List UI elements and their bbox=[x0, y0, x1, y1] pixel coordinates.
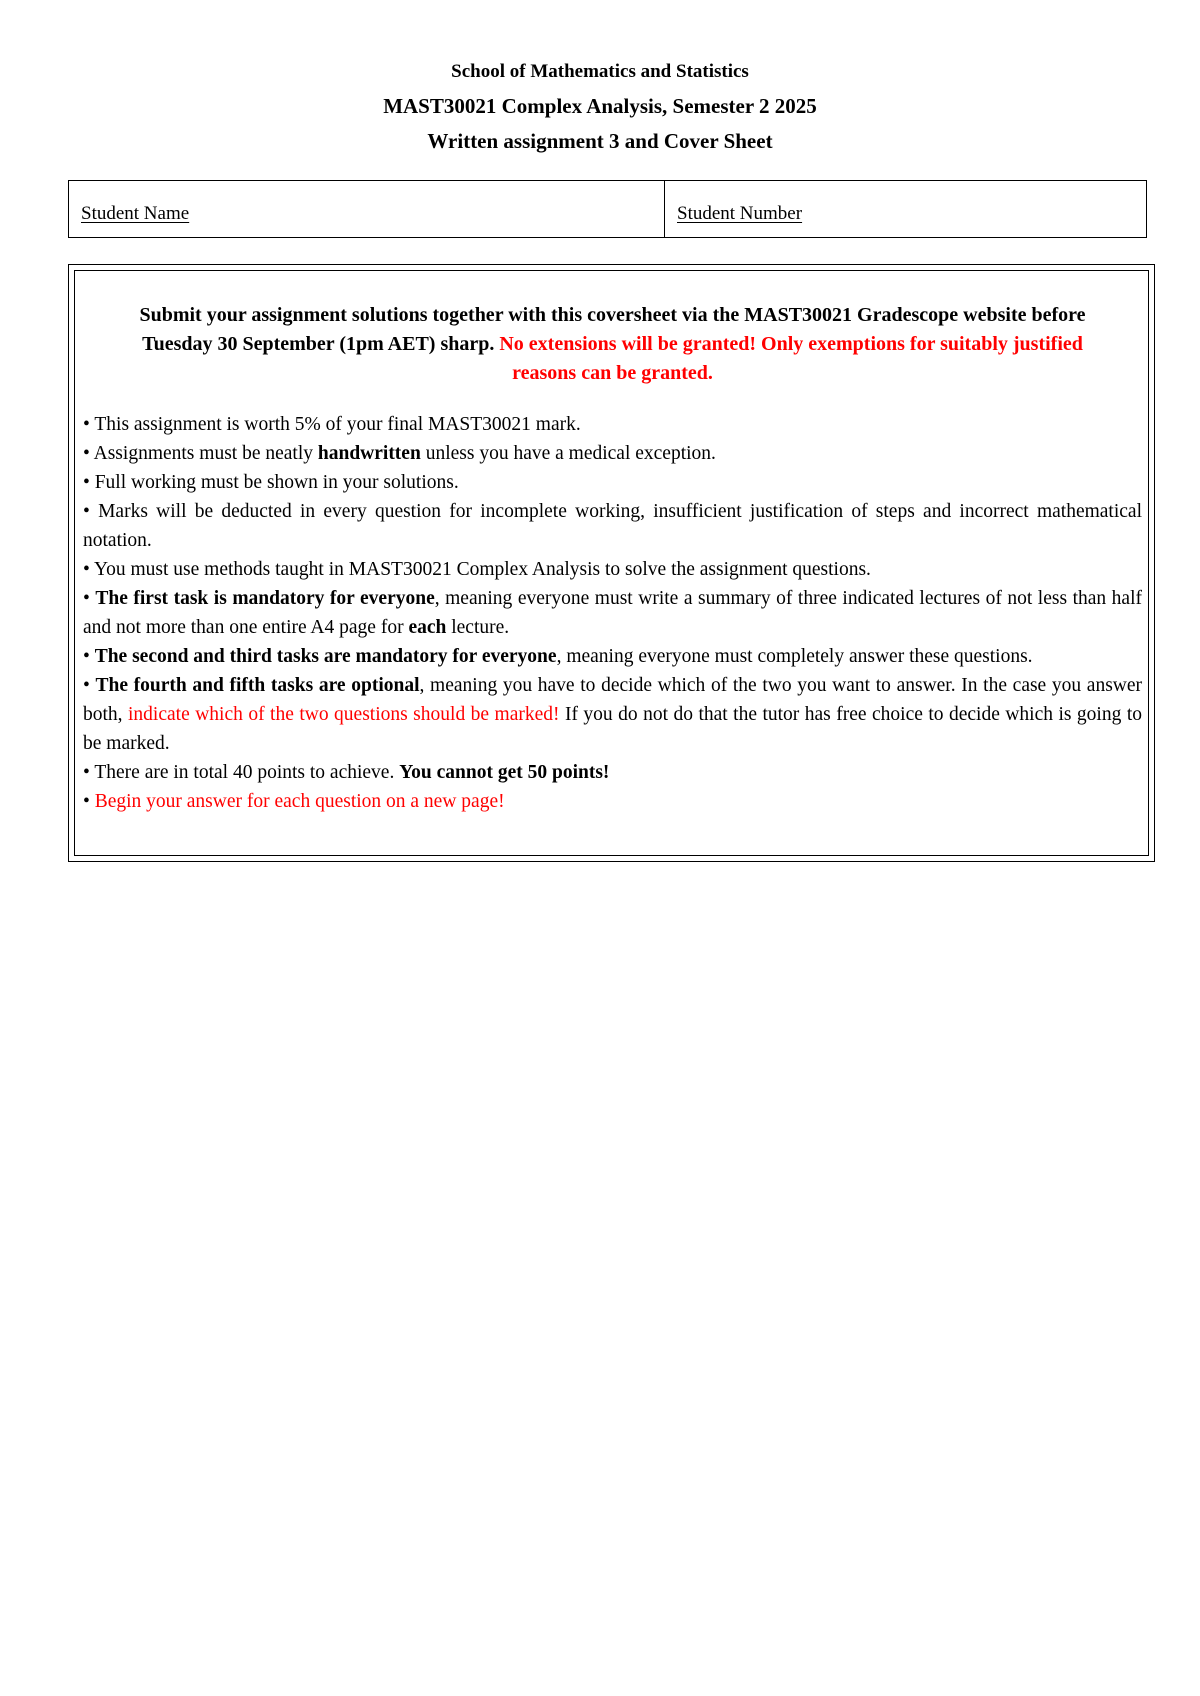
bullet-icon: • bbox=[83, 762, 90, 783]
bullet-icon: • bbox=[83, 675, 90, 696]
school-name: School of Mathematics and Statistics bbox=[451, 61, 749, 82]
student-name-field[interactable] bbox=[69, 181, 665, 237]
list-item: • Begin your answer for each question on a new page! bbox=[83, 791, 505, 812]
bullet-icon: • bbox=[83, 588, 90, 609]
course-title: MAST30021 Complex Analysis, Semester 2 2025 bbox=[383, 94, 817, 118]
bullet-icon: • bbox=[83, 646, 90, 667]
bullet-icon: • bbox=[83, 414, 90, 435]
student-number-label: Student Number bbox=[677, 203, 803, 224]
list-item: • Marks will be deducted in every question for incomplete working, insufficient justification of steps and incorrect mathematical notation. bbox=[83, 501, 1142, 551]
submission-notice-text: Submit your assignment solutions together with this coversheet via the MAST30021 Gradescope website before Tuesday 30 September (1pm AET) sharp. bbox=[139, 304, 1086, 355]
list-item: • There are in total 40 points to achieve. You cannot get 50 points! bbox=[83, 762, 610, 783]
submission-notice bbox=[83, 301, 1142, 388]
list-item: • Assignments must be neatly handwritten unless you have a medical exception. bbox=[83, 443, 716, 464]
bullet-icon: • bbox=[83, 501, 90, 522]
student-details-table bbox=[68, 180, 1147, 238]
list-item: • The fourth and fifth tasks are optional, meaning you have to decide which of the two you want to answer. In the case you answer both, indicate which of the two questions should be marked! If you do not do that the tutor has free choice to decide which is going to be marked. bbox=[83, 675, 1143, 754]
extension-warning: No extensions will be granted! Only exemptions for suitably justified reasons can be granted. bbox=[499, 333, 1083, 384]
assignment-title: Written assignment 3 and Cover Sheet bbox=[427, 129, 773, 153]
list-item: • Full working must be shown in your solutions. bbox=[83, 472, 459, 493]
bullet-icon: • bbox=[83, 472, 90, 493]
instructions-box bbox=[68, 264, 1155, 862]
list-item: • This assignment is worth 5% of your final MAST30021 mark. bbox=[83, 414, 581, 435]
document-header bbox=[0, 60, 1200, 154]
list-item: • The second and third tasks are mandatory for everyone, meaning everyone must completely answer these questions. bbox=[83, 646, 1033, 667]
student-number-field[interactable] bbox=[665, 181, 1146, 237]
list-item: • You must use methods taught in MAST30021 Complex Analysis to solve the assignment questions. bbox=[83, 559, 871, 580]
instructions-inner-box bbox=[74, 270, 1149, 856]
instructions-list bbox=[83, 410, 1142, 816]
bullet-icon: • bbox=[83, 791, 90, 812]
bullet-icon: • bbox=[83, 559, 90, 580]
list-item: • The first task is mandatory for everyone, meaning everyone must write a summary of three indicated lectures of not less than half and not more than one entire A4 page for each lecture. bbox=[83, 588, 1142, 638]
bullet-icon: • bbox=[83, 443, 90, 464]
student-name-label: Student Name bbox=[81, 203, 190, 224]
